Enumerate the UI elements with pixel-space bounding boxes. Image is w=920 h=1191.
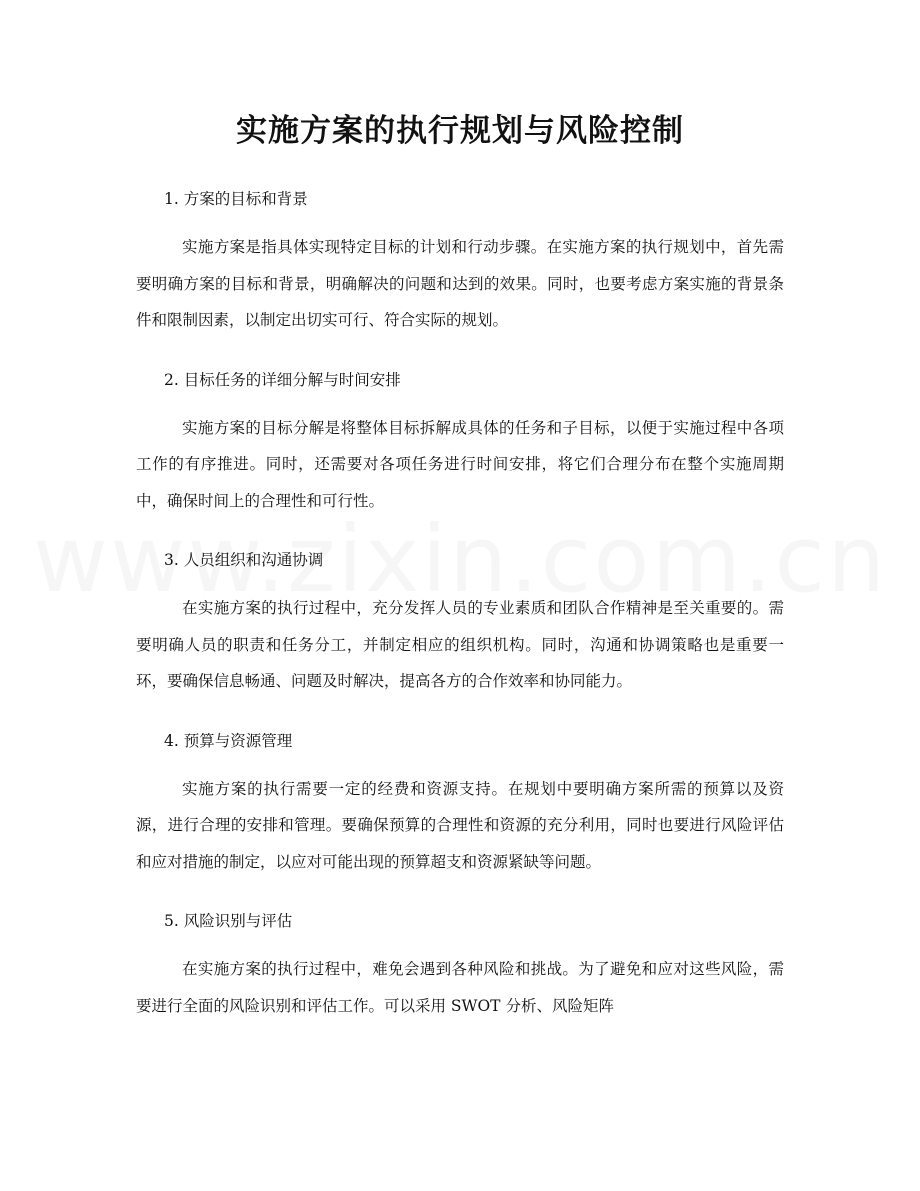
section-heading: 5. 风险识别与评估: [164, 912, 293, 930]
section-paragraph: 实施方案是指具体实现特定目标的计划和行动步骤。在实施方案的执行规划中，首先需要明确方案的目标和背景，明确解决的问题和达到的效果。同时，也要考虑方案实施的背景条件和限制因素，以制定出切实可行、符合实际的规划。: [136, 238, 784, 329]
section-paragraph: 在实施方案的执行过程中，难免会遇到各种风险和挑战。为了避免和应对这些风险，需要进行全面的风险识别和评估工作。可以采用 SWOT 分析、风险矩阵: [136, 960, 784, 1015]
section-paragraph: 实施方案的执行需要一定的经费和资源支持。在规划中要明确方案所需的预算以及资源，进行合理的安排和管理。要确保预算的合理性和资源的充分利用，同时也要进行风险评估和应对措施的制定，以应对可能出现的预算超支和资源紧缺等问题。: [136, 779, 784, 871]
section-2: [136, 362, 784, 520]
document-title: 实施方案的执行规划与风险控制: [236, 113, 684, 149]
section-4: [136, 723, 784, 881]
document-body: [136, 181, 784, 1047]
section-1: [136, 181, 784, 339]
section-heading: 2. 目标任务的详细分解与时间安排: [164, 370, 401, 389]
section-heading: 4. 预算与资源管理: [164, 731, 293, 750]
section-paragraph: 实施方案的目标分解是将整体目标拆解成具体的任务和子目标，以便于实施过程中各项工作的有序推进。同时，还需要对各项任务进行时间安排，将它们合理分布在整个实施周期中，确保时间上的合理性和可行性。: [136, 418, 784, 510]
section-paragraph: 在实施方案的执行过程中，充分发挥人员的专业素质和团队合作精神是至关重要的。需要明确人员的职责和任务分工，并制定相应的组织机构。同时，沟通和协调策略也是重要一环，要确保信息畅通、问题及时解决，提高各方的合作效率和协同能力。: [136, 599, 784, 690]
section-heading: 3. 人员组织和沟通协调: [164, 551, 324, 569]
section-3: [136, 542, 784, 700]
section-heading: 1. 方案的目标和背景: [164, 190, 308, 208]
section-5: [136, 903, 784, 1024]
